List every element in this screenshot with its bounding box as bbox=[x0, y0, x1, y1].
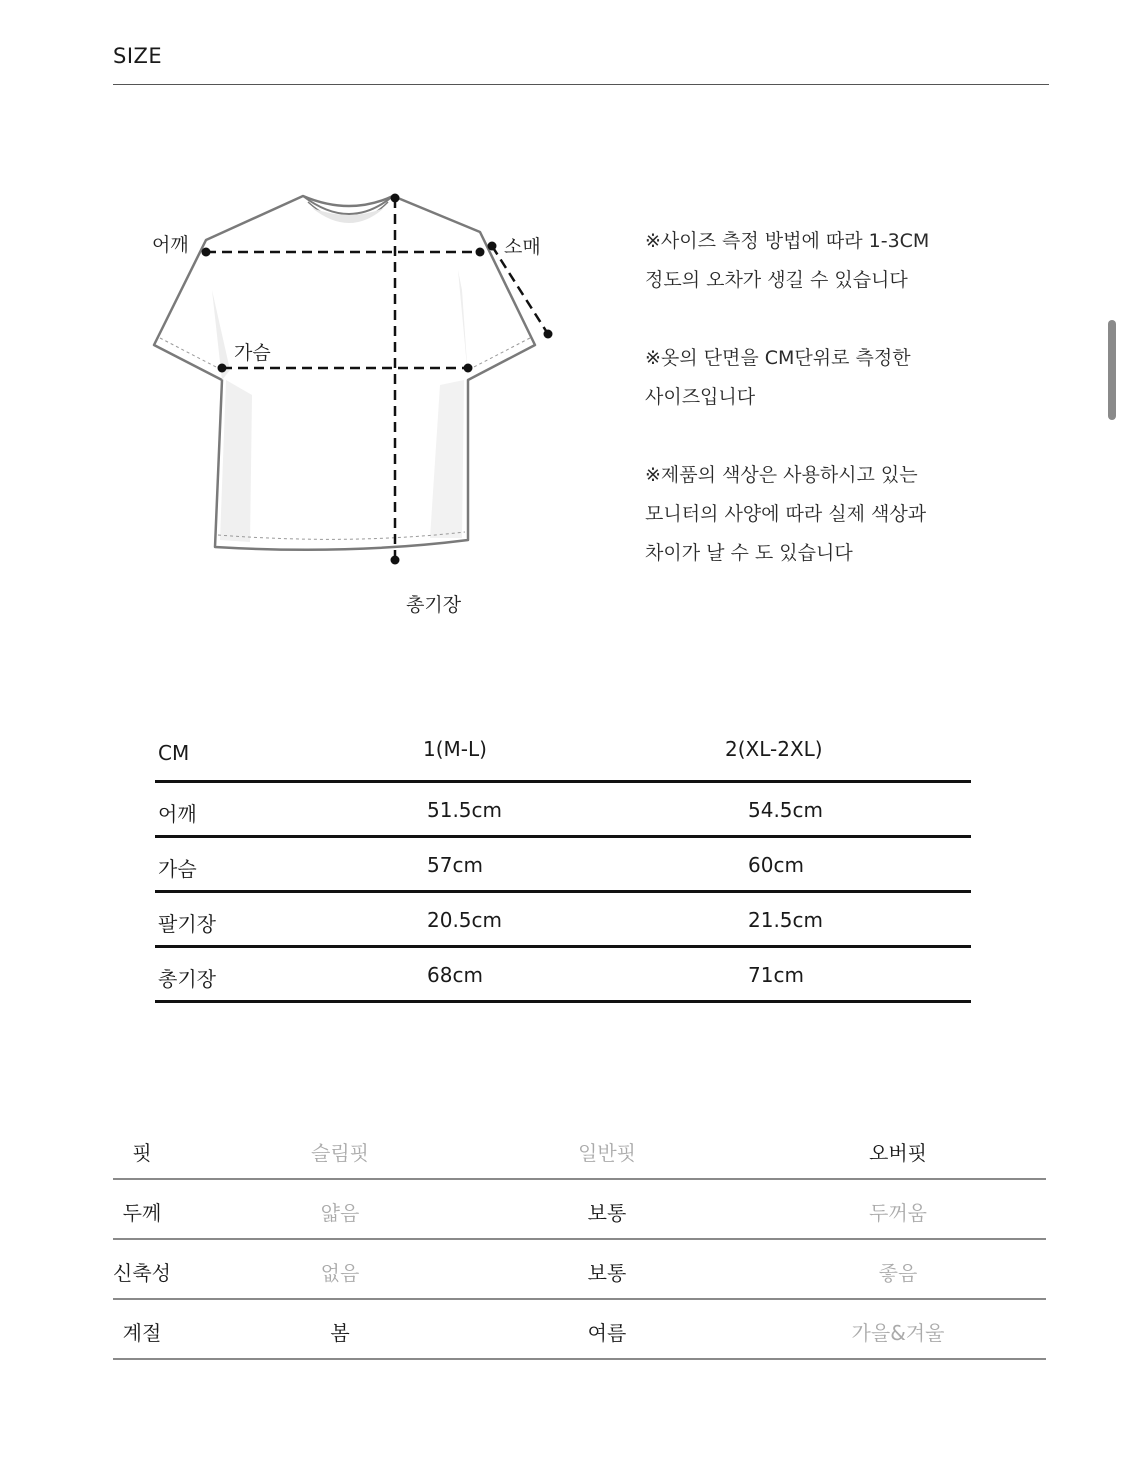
size-value: 60cm bbox=[748, 853, 804, 877]
note-line: 차이가 날 수 도 있습니다 bbox=[645, 542, 853, 564]
note-line bbox=[645, 300, 1005, 339]
fit-option: 얇음 bbox=[320, 1201, 360, 1225]
fit-info-table bbox=[113, 1120, 1046, 1360]
fit-option: 보통 bbox=[587, 1261, 627, 1285]
fit-row-label: 계절 bbox=[122, 1321, 162, 1345]
fit-option: 보통 bbox=[587, 1201, 627, 1225]
fit-option: 가을&겨울 bbox=[851, 1321, 945, 1345]
fit-row-label: 신축성 bbox=[113, 1261, 171, 1285]
header-size-1: 1(M-L) bbox=[423, 737, 487, 761]
diagram-label-sleeve: 소매 bbox=[504, 236, 541, 258]
fit-option: 여름 bbox=[587, 1321, 627, 1345]
size-value: 71cm bbox=[748, 963, 804, 987]
fit-row bbox=[113, 1240, 1046, 1300]
table-row bbox=[155, 890, 971, 945]
diagram-label-chest: 가슴 bbox=[234, 342, 271, 364]
header-size-2: 2(XL-2XL) bbox=[725, 737, 823, 761]
fit-row bbox=[113, 1120, 1046, 1180]
note-line: 정도의 오차가 생길 수 있습니다 bbox=[645, 269, 908, 291]
header-cm: CM bbox=[158, 741, 190, 765]
row-label: 총기장 bbox=[158, 967, 216, 991]
row-label: 가슴 bbox=[158, 857, 197, 881]
fit-option: 봄 bbox=[330, 1321, 350, 1345]
table-row bbox=[155, 780, 971, 835]
note-line: 모니터의 사양에 따라 실제 색상과 bbox=[645, 503, 927, 525]
size-table-header bbox=[155, 722, 971, 780]
fit-option: 오버핏 bbox=[869, 1141, 927, 1165]
section-title: SIZE bbox=[113, 44, 163, 68]
note-line: ※제품의 색상은 사용하시고 있는 bbox=[645, 464, 918, 486]
fit-option: 슬림핏 bbox=[311, 1141, 369, 1165]
fit-row bbox=[113, 1300, 1046, 1360]
diagram-label-shoulder: 어깨 bbox=[152, 234, 189, 256]
size-value: 21.5cm bbox=[748, 908, 824, 932]
size-table bbox=[155, 722, 971, 1003]
size-value: 51.5cm bbox=[427, 798, 503, 822]
fit-option: 없음 bbox=[320, 1261, 360, 1285]
fit-option: 좋음 bbox=[878, 1261, 918, 1285]
note-line: ※옷의 단면을 CM단위로 측정한 bbox=[645, 347, 911, 369]
scrollbar-thumb[interactable] bbox=[1108, 320, 1116, 420]
diagram-label-total-length: 총기장 bbox=[406, 594, 462, 616]
size-value: 57cm bbox=[427, 853, 483, 877]
size-value: 68cm bbox=[427, 963, 483, 987]
fit-row-label: 두께 bbox=[122, 1201, 162, 1225]
note-line: ※사이즈 측정 방법에 따라 1-3CM bbox=[645, 230, 930, 252]
row-label: 어깨 bbox=[158, 802, 197, 826]
size-value: 54.5cm bbox=[748, 798, 824, 822]
size-notes bbox=[645, 222, 1005, 573]
tshirt-measurement-diagram bbox=[140, 180, 580, 630]
row-label: 팔기장 bbox=[158, 912, 216, 936]
table-row bbox=[155, 835, 971, 890]
fit-row bbox=[113, 1180, 1046, 1240]
fit-row-label: 핏 bbox=[132, 1141, 152, 1165]
title-divider bbox=[113, 84, 1049, 85]
table-row bbox=[155, 945, 971, 1003]
note-line bbox=[645, 417, 1005, 456]
size-value: 20.5cm bbox=[427, 908, 503, 932]
note-line: 사이즈입니다 bbox=[645, 386, 756, 408]
fit-option: 일반핏 bbox=[578, 1141, 636, 1165]
fit-option: 두꺼움 bbox=[869, 1201, 927, 1225]
